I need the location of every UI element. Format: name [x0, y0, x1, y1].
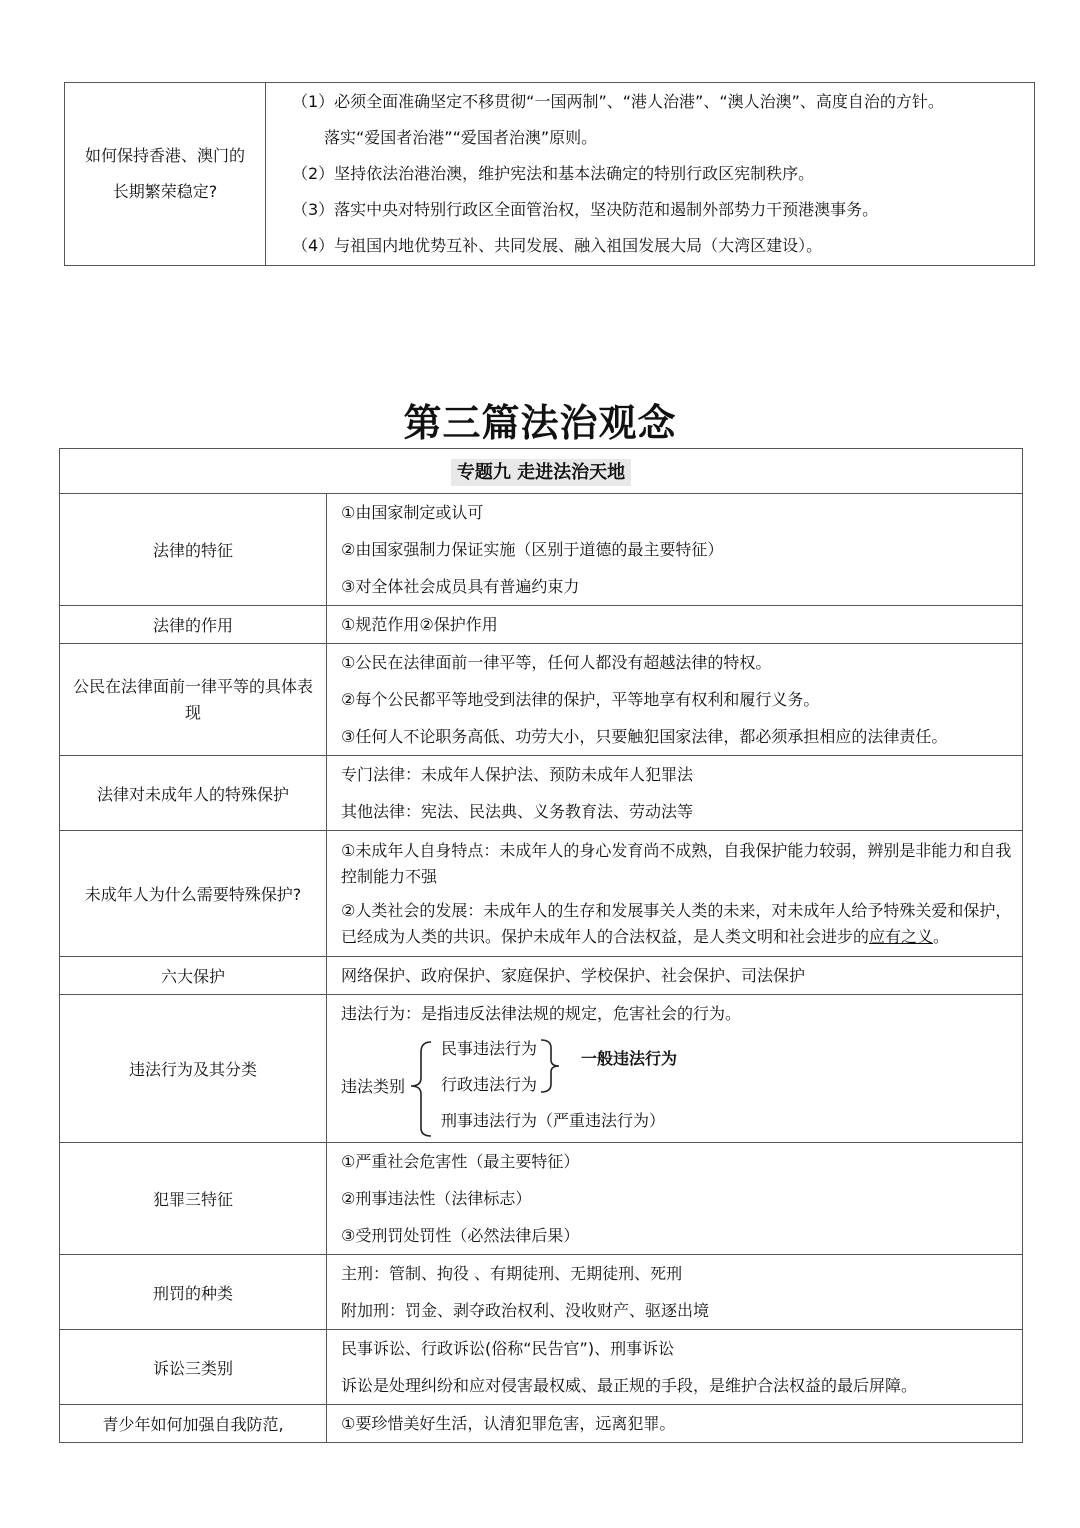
- answer-line: ②由国家强制力保证实施（区别于道德的最主要特征）: [341, 540, 724, 559]
- answer-line: 落实“爱国者治港”“爱国者治澳”原则。: [324, 128, 598, 147]
- question-cell: 法律的特征: [60, 494, 327, 606]
- underlined-term: 应有之义: [869, 926, 934, 946]
- answer-cell: [327, 644, 1023, 756]
- answer-cell: [327, 1255, 1023, 1330]
- answer-cell: [327, 494, 1023, 606]
- question-cell: 未成年人为什么需要特殊保护?: [60, 831, 327, 957]
- answer-cell: [327, 1330, 1023, 1405]
- answer-line: 专门法律：未成年人保护法、预防未成年人犯罪法: [341, 765, 694, 784]
- answer-line: （1）必须全面准确坚定不移贯彻“一国两制”、“港人治港”、“澳人治澳”、高度自治的方针。: [292, 92, 944, 111]
- answer-line: （4）与祖国内地优势互补、共同发展、融入祖国发展大局（大湾区建设）。: [292, 236, 823, 255]
- topic-title: 专题九 走进法治天地: [451, 459, 631, 486]
- answer-cell: [327, 957, 1023, 995]
- question-cell: 犯罪三特征: [60, 1143, 327, 1255]
- answer-line: ③对全体社会成员具有普遍约束力: [341, 577, 580, 596]
- answer-line: 其他法律：宪法、民法典、义务教育法、劳动法等: [341, 802, 694, 821]
- law-type-item: 刑事违法行为（严重违法行为）: [441, 1111, 666, 1130]
- answer-line: ①未成年人自身特点：未成年人的身心发育尚不成熟，自我保护能力较弱，辨别是非能力和自我控制能力不强: [341, 840, 1012, 886]
- section-title: 第三篇法治观念: [403, 401, 677, 445]
- law-type-diagram: [341, 1032, 1016, 1142]
- hk-macau-table: [64, 82, 1035, 266]
- question-cell: 法律对未成年人的特殊保护: [60, 756, 327, 831]
- answer-line: [341, 898, 1016, 950]
- answer-cell: [327, 995, 1023, 1143]
- question-cell: 违法行为及其分类: [60, 995, 327, 1143]
- answer-line: ②每个公民都平等地受到法律的保护，平等地享有权利和履行义务。: [341, 690, 820, 709]
- question-cell: 诉讼三类别: [60, 1330, 327, 1405]
- answer-line: ①规范作用②保护作用: [341, 615, 498, 634]
- topic-header: [60, 449, 1023, 494]
- answer-line: 民事诉讼、行政诉讼(俗称“民告官”)、刑事诉讼: [341, 1339, 675, 1358]
- question-cell: [65, 83, 266, 266]
- question-cell: 青少年如何加强自我防范,: [60, 1405, 327, 1443]
- answer-cell: [266, 83, 1035, 266]
- answer-text: 。: [933, 926, 950, 946]
- answer-cell: [327, 1143, 1023, 1255]
- answer-line: ②刑事违法性（法律标志）: [341, 1189, 532, 1208]
- answer-line: 主刑：管制、拘役 、有期徒刑、无期徒刑、死刑: [341, 1264, 683, 1283]
- question-cell: 刑罚的种类: [60, 1255, 327, 1330]
- answer-cell: [327, 1405, 1023, 1443]
- answer-line: ③受刑罚处罚性（必然法律后果）: [341, 1226, 580, 1245]
- answer-line: 违法行为：是指违反法律法规的规定，危害社会的行为。: [341, 1004, 742, 1023]
- general-violation-label: 一般违法行为: [581, 1049, 678, 1068]
- answer-line: ①严重社会危害性（最主要特征）: [341, 1152, 580, 1171]
- answer-line: 诉讼是处理纠纷和应对侵害最权威、最正规的手段，是维护合法权益的最后屏障。: [341, 1376, 918, 1395]
- answer-cell: [327, 756, 1023, 831]
- question-cell: 六大保护: [60, 957, 327, 995]
- answer-line: ①公民在法律面前一律平等，任何人都没有超越法律的特权。: [341, 653, 772, 672]
- question-cell: 公民在法律面前一律平等的具体表现: [60, 644, 327, 756]
- answer-cell: [327, 606, 1023, 644]
- question-line: 长期繁荣稳定?: [112, 182, 218, 201]
- answer-line: ①由国家制定或认可: [341, 503, 484, 522]
- answer-line: ①要珍惜美好生活，认清犯罪危害，远离犯罪。: [341, 1414, 676, 1433]
- law-type-item: 民事违法行为: [441, 1039, 538, 1058]
- answer-line: 附加刑：罚金、剥夺政治权利、没收财产、驱逐出境: [341, 1301, 710, 1320]
- answer-line: （3）落实中央对特别行政区全面管治权，坚决防范和遏制外部势力干预港澳事务。: [292, 200, 879, 219]
- question-line: 如何保持香港、澳门的: [84, 146, 245, 165]
- answer-text: ②人类社会的发展：未成年人的生存和发展事关人类的未来，对未成年人给予特殊关爱和保护，已经成为人类的共识。保护未成年人的合法权益，是人类文明和社会进步的: [341, 900, 1012, 946]
- answer-line: 网络保护、政府保护、家庭保护、学校保护、社会保护、司法保护: [341, 966, 806, 985]
- answer-cell: [327, 831, 1023, 957]
- question-cell: 法律的作用: [60, 606, 327, 644]
- law-type-label: 违法类别: [341, 1077, 406, 1096]
- law-topic-table: [59, 448, 1023, 1443]
- law-type-item: 行政违法行为: [441, 1075, 538, 1094]
- answer-line: ③任何人不论职务高低、功劳大小，只要触犯国家法律，都必须承担相应的法律责任。: [341, 727, 948, 746]
- answer-line: （2）坚持依法治港治澳，维护宪法和基本法确定的特别行政区宪制秩序。: [292, 164, 815, 183]
